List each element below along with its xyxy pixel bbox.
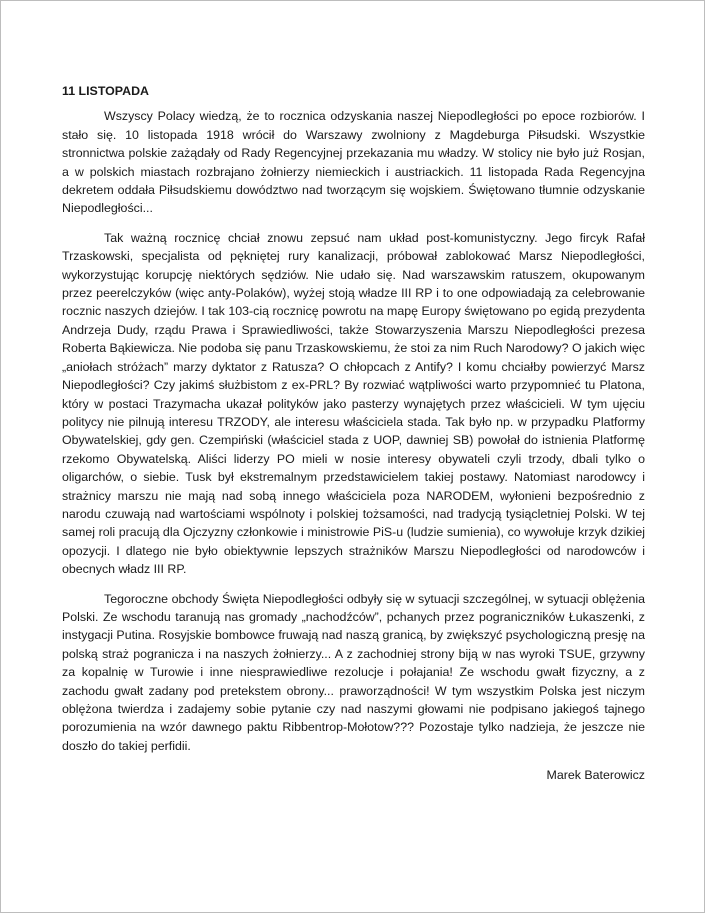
author-signature: Marek Baterowicz bbox=[546, 768, 645, 783]
document-title: 11 LISTOPADA bbox=[62, 84, 149, 98]
paragraph-2: Tak ważną rocznicę chciał znowu zepsuć nam układ post-komunistyczny. Jego fircyk Rafał Trzaskowski, specjalista od pękniętej rury kanalizacji, próbował zablokować Marsz Niepodległości, wykorzystując korupcję niektórych sędziów. Nie udało się. Nad warszawskim ratuszem, okupowanym przez peerelczyków (więc anty-Polaków), wyżej stoją władze III RP i to one odpowiadają za celebrowanie rocznic naszych dziejów. I tak 103-cią rocznicę powrotu na mapę Europy świętowano po egidą prezydenta Andrzeja Dudy, rządu Prawa i Sprawiedliwości, także Stowarzyszenia Marszu Niepodległości prezesa Roberta Bąkiewicza. Nie podoba się panu Trzaskowskiemu, że stoi za nim Ruch Narodowy? O jakich więc „aniołach stróżach” marzy dyktator z Ratusza? O chłopcach z Antify? I komu chciałby powierzyć Marsz Niepodległości? Czy jakimś służbistom z ex-PRL? By rozwiać wątpliwości warto przypomnieć tu Platona, który w postaci Trazymacha ukazał polityków jako pasterzy wynajętych przez właścicieli. W tym ujęciu politycy nie pilnują interesu TRZODY, ale interesu właściciela stada. Tak było np. w przypadku Platformy Obywatelskiej, gdy gen. Czempiński (właściciel stada z UOP, dawniej SB) powołał do istnienia Platformę rzekomo Obywatelską. Aliści liderzy PO mieli w nosie interesy obywateli czyli trzody, dbali tylko o oligarchów, o siebie. Tusk był ekstremalnym przedstawicielem takiej postawy. Natomiast narodowcy i strażnicy marszu nie mają nad sobą innego właściciela poza NARODEM, wyłonieni bezpośrednio z narodu czuwają nad wartościami wspólnoty i polskiej tożsamości, nad tradycją tysiącletniej Polski. W tej samej roli pracują dla Ojczyzny członkowie i ministrowie PiS-u (ludzie sumienia), co wywołuje krzyk dzikiej opozycji. I dlatego nie było obiektywnie lepszych strażników Marszu Niepodległości od narodowców i obecnych władz III RP. bbox=[62, 230, 645, 577]
paragraph-3: Tegoroczne obchody Święta Niepodległości odbyły się w sytuacji szczególnej, w sytuacji oblężenia Polski. Ze wschodu taranują nas gromady „nachodźców”, pchanych przez pograniczników Łukaszenki, z instygacji Putina. Rosyjskie bombowce fruwają nad naszą granicą, by zwiększyć psychologiczną presję na polską straż pogranicza i na naszych żołnierzy... A z zachodniej strony biją w nas wyroki TSUE, grzywny za kopalnię w Turowie i inne niesprawiedliwe rezolucje i połajania! Ze wschodu gwałt fizyczny, a z zachodu gwałt zadany pod pretekstem obrony... praworządności! W tym wszystkim Polska jest niczym oblężona twierdza i zadajemy sobie pytanie czy nad naszymi głowami nie podpisano jakiegoś tajnego porozumienia na wzór dawnego paktu Ribbentrop-Mołotow??? Pozostaje tylko nadzieja, że jeszcze nie doszło do takiej perfidii. bbox=[62, 591, 645, 753]
document-body bbox=[62, 82, 645, 785]
paragraph-1: Wszyscy Polacy wiedzą, że to rocznica odzyskania naszej Niepodległości po epoce rozbiorów. I stało się. 10 listopada 1918 wrócił do Warszawy zwolniony z Magdeburga Piłsudski. Wszystkie stronnictwa polskie zażądały od Rady Regencyjnej przekazania mu władzy. W stolicy nie było już Rosjan, a w polskich miastach rozbrajano żołnierzy niemieckich i austriackich. 11 listopada Rada Regencyjna dekretem oddała Piłsudskiemu dowództwo nad tworzącym się wojskiem. Świętowano tłumnie odzyskanie Niepodległości... bbox=[62, 109, 645, 216]
